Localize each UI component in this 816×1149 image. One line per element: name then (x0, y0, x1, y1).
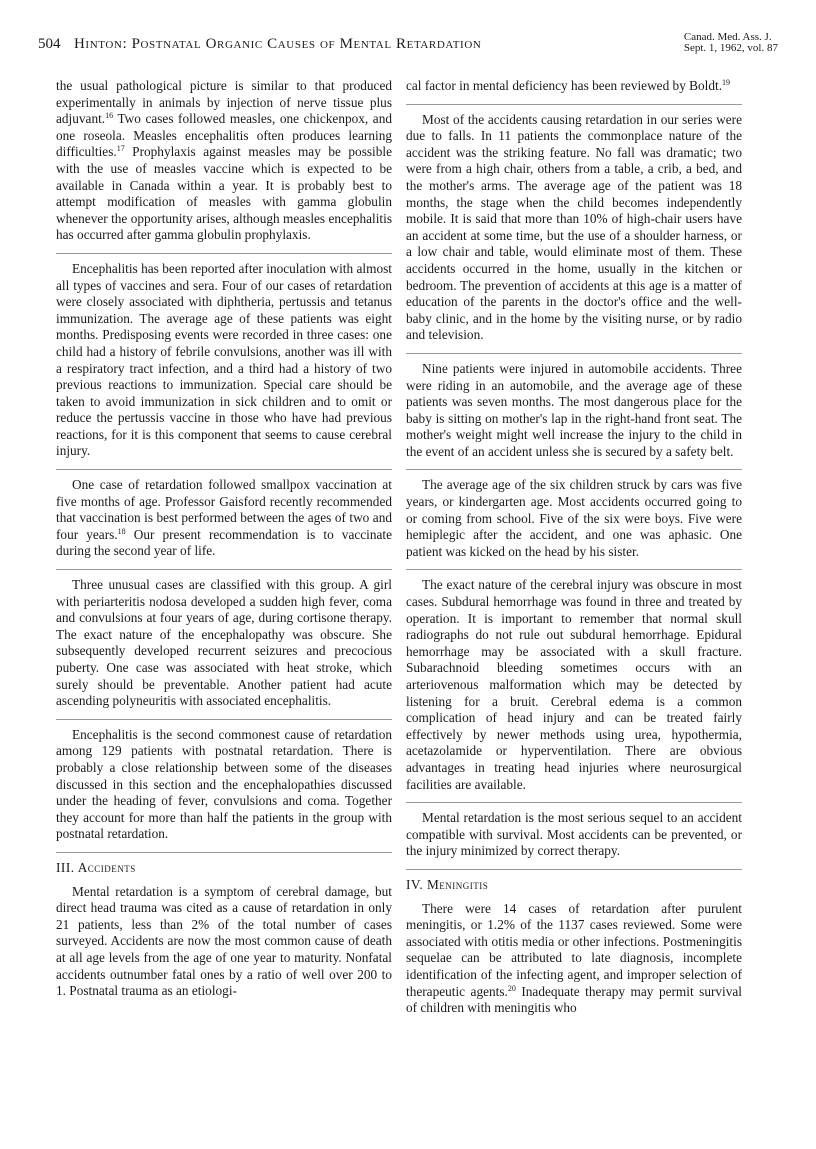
running-title: Hinton: Postnatal Organic Causes of Mental Retardation (74, 36, 482, 52)
page-number: 504 (38, 36, 61, 52)
paragraph-divider (56, 569, 392, 570)
paragraph-divider (406, 353, 742, 354)
reference-marker: 18 (117, 526, 126, 536)
paragraph-divider (406, 802, 742, 803)
paragraph: The average age of the six children struck by cars was five years, or kindergarten age. Most accidents occurred going to or coming from school. Five of the six were boys. Five were hemiplegic after the accident, and one was aphasic. One patient was kicked on the head by his sister. (406, 477, 742, 559)
paragraph-divider (406, 869, 742, 870)
paragraph: Mental retardation is the most serious sequel to an accident compatible with survival. Most accidents can be prevented, or the injury minimized by correct therapy. (406, 810, 742, 859)
paragraph-divider (406, 469, 742, 470)
paragraph: cal factor in mental deficiency has been reviewed by Boldt.$^{19}$ (406, 78, 731, 93)
paragraph-divider (56, 253, 392, 254)
page-header (38, 30, 778, 64)
left-column (56, 78, 392, 1009)
journal-citation-line: Canad. Med. Ass. J. (683, 31, 772, 43)
reference-marker: 19 (722, 78, 731, 87)
paragraph: Most of the accidents causing retardation in our series were due to falls. In 11 patients the commonplace nature of the accident was the striking feature. No fall was dramatic; two were from a high chair, others from a table, a crib, a bed, and the mother's arms. The average age of the patient was 18 months, the stage when the child becomes independently mobile. It is said that more than 10% of high-chair users have an accident at some time, but the use of a shoulder harness, or a low chair and table, would eliminate most of them. These accidents occurred in the home, usually in the kitchen or bedroom. The prevention of accidents at this age is a matter of education of the parents in the doctor's office and the well-baby clinic, and in the home by the visiting nurse, or by radio and television. (406, 111, 742, 343)
right-column (406, 78, 742, 1026)
paragraph: There were 14 cases of retardation after purulent meningitis, or 1.2% of the 1137 cases reviewed. Some were associated with otitis media or other infections. Postmeningitis sequelae can be attributed to late diagnosis, incomplete identification of the infecting agent, and improper selection of therapeutic agents.$^{20}$ Inadequate therapy may permit survival of children with meningitis who (406, 900, 742, 1016)
paragraph-divider (406, 569, 742, 570)
reference-marker: 16 (105, 111, 114, 121)
paragraph-divider (56, 852, 392, 853)
reference-marker: 17 (116, 144, 125, 154)
paragraph-divider (56, 469, 392, 470)
paragraph: The exact nature of the cerebral injury was obscure in most cases. Subdural hemorrhage was found in three and treated by operation. It is important to remember that normal skull radiographs do not rule out subdural hemorrhage. Epidural hemorrhage may be associated with a skull fracture. Subarachnoid bleeding sometimes occurs with an arteriovenous malformation which may be detected by listening for a bruit. Cerebral edema is a common complication of head injury and can be treated fairly effectively by newer methods using urea, hypothermia, acetazolamide or hyperventilation. There are obvious advantages in treating head injuries where neurosurgical facilities are available. (406, 577, 742, 792)
journal-citation (684, 32, 778, 54)
paragraph: Mental retardation is a symptom of cerebral damage, but direct head trauma was cited as a cause of retardation in only 21 patients, less than 2% of the total number of cases surveyed. Accidents are now the most common cause of death at all age levels from the age of one year to maturity. Nonfatal accidents outnumber fatal ones by a ratio of well over 200 to 1. Postnatal trauma as an etiologi- (56, 883, 392, 999)
section-heading: IV. Meningitis (406, 876, 489, 892)
paragraph: Encephalitis is the second commonest cause of retardation among 129 patients with postnatal retardation. There is probably a close relationship between some of the diseases discussed in this section and the encephalopathies discussed under the heading of fever, convulsions and coma. Together they account for more than half the patients in the group with postnatal retardation. (56, 726, 392, 842)
paragraph: One case of retardation followed smallpox vaccination at five months of age. Professor Gaisford recently recommended that vaccination is best performed between the ages of two and four years.$^{18}$ Our present recommendation is to vaccinate during the second year of life. (56, 477, 392, 559)
journal-citation-line: Sept. 1, 1962, vol. 87 (683, 42, 778, 54)
section-heading: III. Accidents (56, 859, 136, 875)
paragraph: Nine patients were injured in automobile accidents. Three were riding in an automobile, and the average age of these patients was seven months. The most dangerous place for the baby is sitting on mother's lap in the right-hand front seat. The mother's weight might well increase the injury to the child in the event of an accident unless she is secured by a safety belt. (406, 360, 742, 459)
paragraph-divider (406, 104, 742, 105)
paragraph-divider (56, 719, 392, 720)
paragraph: Encephalitis has been reported after inoculation with almost all types of vaccines and sera. Four of our cases of retardation were closely associated with diphtheria, pertussis and tetanus immunization. The average age of these patients was eight months. Predisposing events were recorded in three cases: one child had a history of febrile convulsions, another was ill with a respiratory tract infection, and a third had a history of two previous reactions to immunization. Special care should be taken to avoid immunization in sick children and to omit or reduce the pertussis vaccine in those who have had previous reactions, for it is this component that seems to cause cerebral injury. (56, 260, 392, 459)
paragraph: the usual pathological picture is similar to that produced experimentally in animals by injection of nerve tissue plus adjuvant.$^{16}$ Two cases followed measles, one chickenpox, and one roseola. Measles encephalitis often produces learning difficulties.$^{17}$ Prophylaxis against measles may be possible with the use of measles vaccine which is expected to be available in Canada within a year. It is probably best to attempt modification of measles with gamma globulin whenever the opportunity arises, although measles encephalitis has occurred after gamma globulin prophylaxis. (56, 78, 392, 243)
reference-marker: 20 (507, 983, 516, 993)
paragraph: Three unusual cases are classified with this group. A girl with periarteritis nodosa developed a sudden high fever, coma and convulsions at four years of age, during cortisone therapy. The exact nature of the encephalopathy was obscure. She subsequently developed recurrent seizures and precocious puberty. One case was associated with heat stroke, which surely should be preventable. Another patient had acute ascending polyneuritis with associated encephalitis. (56, 577, 392, 709)
